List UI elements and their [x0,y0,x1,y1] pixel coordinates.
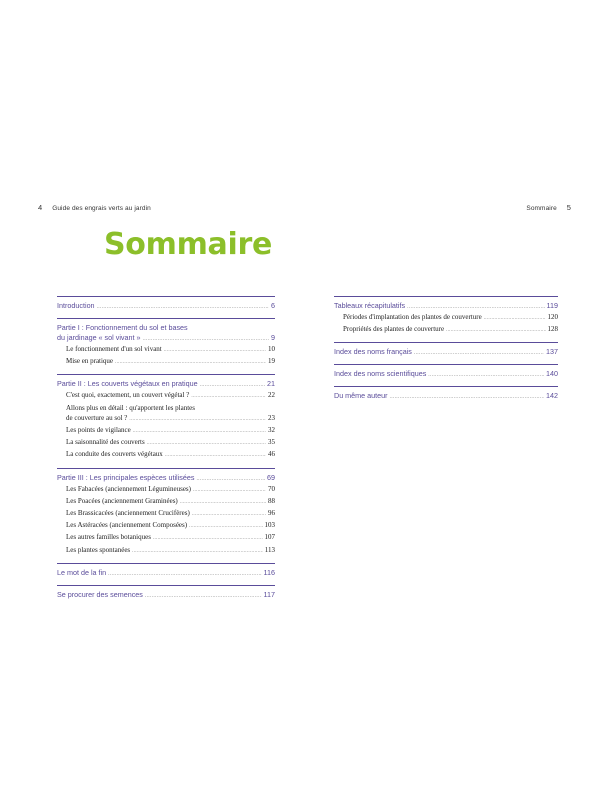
toc-subentry[interactable]: Périodes d'implantation des plantes de couverture ..... 120 [334,312,558,324]
toc-entry-tableaux[interactable]: Tableaux récapitulatifs ..... 119 [334,301,558,312]
toc-entry-part1[interactable]: du jardinage « sol vivant » ..... 9 [57,333,275,344]
toc-subentry[interactable]: Les Fabacées (anciennement Légumineuses) ..... 70 [57,484,275,496]
leader-dots [143,334,269,344]
toc-subentry[interactable]: Les Poacées (anciennement Graminées) ..... 88 [57,496,275,508]
section-divider [57,296,275,297]
toc-subentry[interactable]: C'est quoi, exactement, un couvert végétal ? ..... 22 [57,390,275,402]
section-divider [334,386,558,387]
left-running-title: Guide des engrais verts au jardin [52,205,151,212]
section-divider [334,342,558,343]
toc-entry-part2[interactable]: Partie II : Les couverts végétaux en pratique ..... 21 [57,379,275,390]
section-divider [334,364,558,365]
toc-subentry[interactable]: Les points de vigilance ..... 32 [57,425,275,437]
left-page-number: 4 [38,203,43,212]
toc-right-column [334,296,558,402]
section-divider [57,318,275,319]
right-page-number: 5 [566,203,571,212]
section-divider [334,296,558,297]
toc-left-column [57,296,275,601]
toc-entry-introduction[interactable]: Introduction ..... 6 [57,301,275,312]
toc-entry-index-francais[interactable]: Index des noms français ..... 137 [334,347,558,358]
section-divider [57,374,275,375]
toc-subentry[interactable]: Mise en pratique ..... 19 [57,356,275,368]
toc-subentry[interactable]: Les plantes spontanées ..... 113 [57,545,275,557]
toc-subentry[interactable]: Les Astéracées (anciennement Composées) ..... 103 [57,520,275,532]
toc-subentry[interactable]: Les Brassicacées (anciennement Crucifères) ..... 96 [57,508,275,520]
toc-subentry-line1[interactable]: Allons plus en détail : qu'apportent les plantes [66,403,195,412]
section-divider [57,585,275,586]
page-title: Sommaire [104,227,273,262]
right-running-title: Sommaire [526,205,557,212]
toc-subentry[interactable]: Propriétés des plantes de couverture ..... 128 [334,324,558,336]
right-running-head [526,203,571,212]
left-running-head [38,203,151,212]
section-divider [57,468,275,469]
toc-subentry[interactable]: La conduite des couverts végétaux ..... 46 [57,449,275,461]
toc-entry-part3[interactable]: Partie III : Les principales espèces utilisées ..... 69 [57,473,275,484]
toc-entry-mot-de-la-fin[interactable]: Le mot de la fin ..... 116 [57,568,275,579]
toc-entry-part1-line1[interactable]: Partie I : Fonctionnement du sol et bases [57,323,188,332]
toc-subentry[interactable]: La saisonnalité des couverts ..... 35 [57,437,275,449]
leader-dots [97,302,269,312]
toc-entry-du-meme-auteur[interactable]: Du même auteur ..... 142 [334,391,558,402]
section-divider [57,563,275,564]
toc-subentry[interactable]: de couverture au sol ? ..... 23 [57,413,275,425]
toc-entry-index-scientifique[interactable]: Index des noms scientifiques ..... 140 [334,369,558,380]
toc-entry-semences[interactable]: Se procurer des semences ..... 117 [57,590,275,601]
toc-subentry[interactable]: Le fonctionnement d'un sol vivant ..... 10 [57,344,275,356]
toc-subentry[interactable]: Les autres familles botaniques ..... 107 [57,532,275,544]
